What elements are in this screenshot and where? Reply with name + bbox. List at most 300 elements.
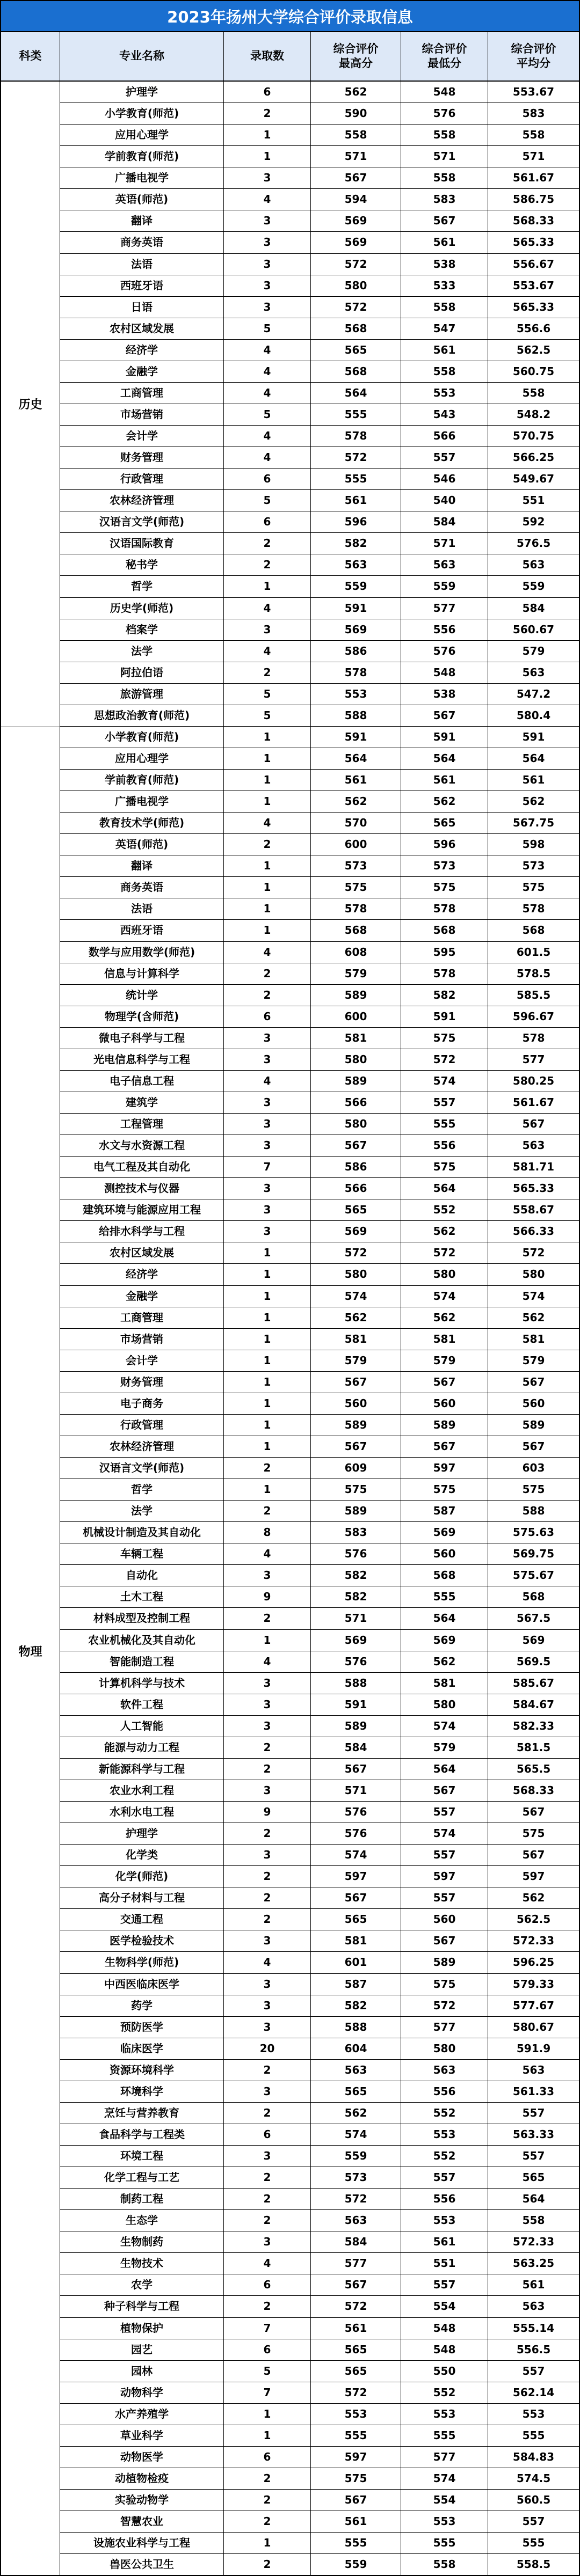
min-score-cell: 556 [401,1135,488,1156]
table-row [60,641,579,662]
avg-score-cell: 557 [522,2106,545,2119]
max-score-cell: 584 [311,2231,401,2252]
major-name-cell: 思想政治教育(师范) [60,705,224,726]
admitted-count-cell: 1 [224,2533,311,2553]
table-row [60,1393,579,1415]
table-row [60,1866,579,1887]
min-score-cell: 569 [401,1522,488,1543]
avg-score-cell: 566.33 [512,1225,555,1238]
avg-score-cell: 567 [522,1848,545,1862]
max-score-cell: 574 [311,1286,401,1307]
major-name-cell: 园林 [60,2361,224,2382]
major-name-cell: 实验动物学 [60,2490,224,2511]
table-row [60,1930,579,1952]
major-name-cell: 翻译 [60,210,224,231]
min-score-cell: 597 [401,1866,488,1887]
avg-score-cell: 584.67 [512,1697,555,1711]
max-score-cell: 576 [311,1823,401,1844]
table-row [60,2511,579,2533]
avg-score-cell: 584.83 [512,2450,555,2463]
max-score-cell: 576 [311,1543,401,1564]
max-score-cell: 567 [311,1372,401,1393]
min-score-cell: 555 [401,2425,488,2446]
table-row [60,855,579,877]
avg-score-cell: 558.5 [516,2558,551,2571]
table-row [60,103,579,125]
admitted-count-cell: 3 [224,1694,311,1715]
admitted-count-cell: 2 [224,834,311,855]
table-row [60,275,579,297]
max-score-cell: 577 [311,2253,401,2274]
min-score-cell: 577 [401,598,488,619]
major-name-cell: 统计学 [60,985,224,1006]
avg-score-cell: 553 [522,2407,545,2420]
max-score-cell: 588 [311,705,401,726]
min-score-cell: 556 [401,2189,488,2209]
admitted-count-cell: 6 [224,469,311,489]
major-name-cell: 汉语言文学(师范) [60,1458,224,1479]
admitted-count-cell: 6 [224,2339,311,2360]
admitted-count-cell: 4 [224,641,311,662]
major-name-cell: 给排水科学与工程 [60,1221,224,1242]
max-score-cell: 581 [311,1329,401,1350]
max-score-cell: 561 [311,2511,401,2532]
min-score-cell: 557 [401,447,488,468]
table-row [60,770,579,791]
header-admitted-count: 录取数 [224,32,311,80]
max-score-cell: 589 [311,985,401,1006]
avg-score-cell: 559 [522,580,545,593]
avg-score-cell: 585.5 [516,988,551,1001]
max-score-cell: 581 [311,1930,401,1951]
admitted-count-cell: 4 [224,361,311,382]
table-row [60,1372,579,1393]
major-name-cell: 农村区域发展 [60,318,224,339]
major-name-cell: 学前教育(师范) [60,146,224,167]
admitted-count-cell: 5 [224,2361,311,2382]
max-score-cell: 572 [311,1242,401,1263]
max-score-cell: 567 [311,2490,401,2511]
admitted-count-cell: 5 [224,490,311,511]
max-score-cell: 590 [311,103,401,124]
table-row [60,511,579,533]
admitted-count-cell: 3 [224,1565,311,1586]
major-name-cell: 商务英语 [60,232,224,253]
table-row [60,1157,579,1178]
avg-score-cell: 561 [522,2278,545,2292]
max-score-cell: 589 [311,1501,401,1521]
major-name-cell: 学前教育(师范) [60,770,224,791]
min-score-cell: 548 [401,82,488,103]
min-score-cell: 587 [401,1501,488,1521]
min-score-cell: 561 [401,770,488,791]
avg-score-cell: 558.67 [512,1203,555,1217]
max-score-cell: 564 [311,383,401,404]
subject-column [1,82,60,2575]
major-name-cell: 制药工程 [60,2189,224,2209]
major-name-cell: 环境工程 [60,2146,224,2167]
max-score-cell: 562 [311,82,401,103]
max-score-cell: 563 [311,2060,401,2081]
max-score-cell: 596 [311,511,401,532]
min-score-cell: 551 [401,2253,488,2274]
admitted-count-cell: 1 [224,727,311,748]
table-row [60,1286,579,1307]
table-row [60,426,579,447]
max-score-cell: 579 [311,1350,401,1371]
admitted-count-cell: 4 [224,189,311,210]
avg-score-cell: 556.6 [516,321,551,335]
admitted-count-cell: 3 [224,1974,311,1995]
max-score-cell: 581 [311,1028,401,1049]
min-score-cell: 553 [401,2210,488,2231]
max-score-cell: 597 [311,2447,401,2468]
max-score-cell: 579 [311,963,401,984]
major-name-cell: 档案学 [60,619,224,640]
min-score-cell: 576 [401,103,488,124]
major-name-cell: 软件工程 [60,1694,224,1715]
table-row [60,1673,579,1694]
table-row [60,2103,579,2124]
major-name-cell: 市场营销 [60,1329,224,1350]
avg-score-cell: 582.33 [512,1719,555,1732]
major-name-cell: 广播电视学 [60,167,224,188]
max-score-cell: 560 [311,1393,401,1414]
admitted-count-cell: 1 [224,898,311,919]
table-row [60,2210,579,2231]
avg-score-cell: 562 [522,795,545,808]
major-name-cell: 旅游管理 [60,684,224,705]
min-score-cell: 574 [401,1071,488,1092]
avg-score-cell: 556.5 [516,2343,551,2356]
table-row [60,340,579,361]
avg-score-cell: 558 [522,2214,545,2227]
major-name-cell: 财务管理 [60,1372,224,1393]
max-score-cell: 572 [311,2382,401,2403]
max-score-cell: 600 [311,1006,401,1027]
admitted-count-cell: 3 [224,1114,311,1135]
avg-score-cell: 591.9 [516,2041,551,2055]
min-score-cell: 591 [401,1006,488,1027]
avg-score-cell: 581.71 [512,1160,555,1174]
major-name-cell: 化学工程与工艺 [60,2167,224,2188]
avg-score-cell: 580 [522,1268,545,1281]
admitted-count-cell: 4 [224,1543,311,1564]
max-score-cell: 565 [311,1199,401,1220]
admitted-count-cell: 2 [224,1909,311,1930]
table-row [60,1759,579,1780]
table-row [60,1049,579,1071]
admitted-count-cell: 1 [224,1436,311,1457]
avg-score-cell: 578.5 [516,967,551,980]
max-score-cell: 559 [311,2554,401,2575]
avg-score-cell: 569.5 [516,1655,551,1668]
max-score-cell: 564 [311,748,401,769]
table-row [60,1716,579,1737]
admitted-count-cell: 5 [224,404,311,425]
avg-score-cell: 563 [522,1139,545,1152]
admitted-count-cell: 4 [224,942,311,963]
max-score-cell: 589 [311,1415,401,1436]
major-name-cell: 交通工程 [60,1909,224,1930]
max-score-cell: 562 [311,791,401,812]
admitted-count-cell: 2 [224,2167,311,2188]
min-score-cell: 543 [401,404,488,425]
header-subject: 科类 [1,32,60,80]
max-score-cell: 582 [311,1586,401,1607]
table-row [60,1887,579,1909]
major-name-cell: 商务英语 [60,877,224,898]
table-row [60,146,579,167]
admitted-count-cell: 3 [224,2231,311,2252]
avg-score-cell: 562.5 [516,1913,551,1926]
major-name-cell: 生物技术 [60,2253,224,2274]
min-score-cell: 556 [401,619,488,640]
major-name-cell: 智能制造工程 [60,1651,224,1672]
table-row [60,2253,579,2274]
max-score-cell: 568 [311,920,401,941]
avg-score-cell: 568 [522,924,545,937]
admitted-count-cell: 2 [224,985,311,1006]
min-score-cell: 591 [401,727,488,748]
min-score-cell: 562 [401,1307,488,1328]
avg-score-cell: 574 [522,1289,545,1302]
min-score-cell: 560 [401,1543,488,1564]
min-score-cell: 575 [401,1157,488,1177]
admitted-count-cell: 2 [224,2189,311,2209]
avg-score-cell: 565.33 [512,1182,555,1195]
min-score-cell: 562 [401,791,488,812]
min-score-cell: 580 [401,2038,488,2059]
avg-score-cell: 558 [522,386,545,399]
avg-score-cell: 563.33 [512,2127,555,2141]
table-row [60,1845,579,1866]
table-row [60,2318,579,2339]
avg-score-cell: 584 [522,601,545,614]
admitted-count-cell: 4 [224,2253,311,2274]
avg-score-cell: 568 [522,1590,545,1604]
admitted-count-cell: 1 [224,855,311,876]
max-score-cell: 553 [311,2404,401,2425]
avg-score-cell: 564 [522,751,545,765]
admitted-count-cell: 3 [224,2081,311,2102]
avg-score-cell: 564 [522,2192,545,2206]
min-score-cell: 589 [401,1952,488,1973]
max-score-cell: 553 [311,684,401,705]
admitted-count-cell: 2 [224,2511,311,2532]
avg-score-cell: 575 [522,1483,545,1496]
avg-score-cell: 568.33 [512,1783,555,1797]
major-name-cell: 测控技术与仪器 [60,1178,224,1199]
admitted-count-cell: 2 [224,1737,311,1758]
avg-score-cell: 583 [522,107,545,120]
admitted-count-cell: 3 [224,1995,311,2016]
table-row [60,2060,579,2081]
avg-score-cell: 596.67 [512,1009,555,1023]
major-name-cell: 农业水利工程 [60,1780,224,1801]
max-score-cell: 567 [311,167,401,188]
admitted-count-cell: 1 [224,146,311,167]
min-score-cell: 552 [401,2382,488,2403]
admitted-count-cell: 2 [224,1866,311,1887]
table-row [60,125,579,146]
max-score-cell: 571 [311,1608,401,1629]
max-score-cell: 567 [311,1436,401,1457]
max-score-cell: 558 [311,125,401,145]
table-row [60,361,579,383]
admitted-count-cell: 4 [224,1071,311,1092]
major-name-cell: 微电子科学与工程 [60,1028,224,1049]
major-name-cell: 翻译 [60,855,224,876]
major-name-cell: 工程管理 [60,1114,224,1135]
avg-score-cell: 565.33 [512,300,555,313]
admitted-count-cell: 3 [224,1673,311,1694]
min-score-cell: 558 [401,2554,488,2575]
max-score-cell: 580 [311,1114,401,1135]
avg-score-cell: 585.67 [512,1676,555,1689]
admitted-count-cell: 3 [224,2146,311,2167]
major-name-cell: 中西医临床医学 [60,1974,224,1995]
min-score-cell: 596 [401,834,488,855]
avg-score-cell: 557 [522,2515,545,2528]
major-name-cell: 计算机科学与技术 [60,1673,224,1694]
max-score-cell: 571 [311,146,401,167]
table-row [60,210,579,232]
table-row [60,1092,579,1114]
avg-score-cell: 553.67 [512,85,555,99]
admitted-count-cell: 6 [224,2124,311,2145]
max-score-cell: 566 [311,1092,401,1113]
table-row [60,898,579,920]
min-score-cell: 538 [401,684,488,705]
avg-score-cell: 553.67 [512,279,555,292]
admitted-count-cell: 4 [224,447,311,468]
table-row [60,1737,579,1759]
min-score-cell: 589 [401,1415,488,1436]
table-row [60,1501,579,1522]
table-row [60,297,579,318]
min-score-cell: 572 [401,1995,488,2016]
min-score-cell: 556 [401,2081,488,2102]
admitted-count-cell: 2 [224,2468,311,2489]
major-name-cell: 护理学 [60,82,224,103]
min-score-cell: 555 [401,1114,488,1135]
max-score-cell: 586 [311,641,401,662]
table-row [60,189,579,210]
max-score-cell: 559 [311,2146,401,2167]
admitted-count-cell: 1 [224,1393,311,1414]
avg-score-cell: 563.25 [512,2257,555,2270]
admitted-count-cell: 6 [224,82,311,103]
max-score-cell: 565 [311,340,401,361]
max-score-cell: 587 [311,1974,401,1995]
major-name-cell: 车辆工程 [60,1543,224,1564]
avg-score-cell: 579 [522,644,545,657]
max-score-cell: 584 [311,1737,401,1758]
major-name-cell: 广播电视学 [60,791,224,812]
major-name-cell: 市场营销 [60,404,224,425]
admitted-count-cell: 1 [224,1264,311,1285]
min-score-cell: 554 [401,2296,488,2317]
subject-label: 物理 [1,727,60,2575]
major-name-cell: 英语(师范) [60,189,224,210]
avg-score-cell: 601.5 [516,945,551,958]
min-score-cell: 564 [401,1759,488,1780]
major-name-cell: 动植物检疫 [60,2468,224,2489]
avg-score-cell: 579.33 [512,1977,555,1990]
avg-score-cell: 580.4 [516,708,551,722]
admitted-count-cell: 5 [224,318,311,339]
table-row [60,963,579,985]
admitted-count-cell: 2 [224,963,311,984]
max-score-cell: 575 [311,877,401,898]
admitted-count-cell: 3 [224,275,311,296]
min-score-cell: 552 [401,2103,488,2124]
header-row [1,32,579,82]
min-score-cell: 540 [401,490,488,511]
admitted-count-cell: 3 [224,1845,311,1865]
table-row [60,167,579,189]
major-name-cell: 生态学 [60,2210,224,2231]
max-score-cell: 569 [311,1630,401,1651]
table-row [60,82,579,103]
admitted-count-cell: 2 [224,1823,311,1844]
major-name-cell: 数学与应用数学(师范) [60,942,224,963]
admitted-count-cell: 1 [224,1479,311,1500]
min-score-cell: 574 [401,1286,488,1307]
admitted-count-cell: 1 [224,125,311,145]
major-name-cell: 环境科学 [60,2081,224,2102]
avg-score-cell: 575.67 [512,1569,555,1582]
major-name-cell: 动物科学 [60,2382,224,2403]
min-score-cell: 566 [401,426,488,447]
admitted-count-cell: 9 [224,1586,311,1607]
min-score-cell: 574 [401,2468,488,2489]
avg-score-cell: 569 [522,1633,545,1646]
min-score-cell: 559 [401,576,488,597]
avg-score-cell: 561.67 [512,171,555,185]
table-row [60,2038,579,2060]
table-row [60,1608,579,1629]
major-name-cell: 信息与计算科学 [60,963,224,984]
table-row [60,598,579,619]
max-score-cell: 566 [311,1178,401,1199]
avg-score-cell: 580.67 [512,2020,555,2033]
table-row [60,1522,579,1543]
avg-score-cell: 575 [522,1827,545,1840]
major-name-cell: 化学(师范) [60,1866,224,1887]
table-row [60,1780,579,1802]
major-name-cell: 高分子材料与工程 [60,1887,224,1908]
table-row [60,2468,579,2490]
table-row [60,2425,579,2447]
admitted-count-cell: 2 [224,1608,311,1629]
admitted-count-cell: 2 [224,554,311,575]
admitted-count-cell: 6 [224,2274,311,2295]
avg-score-cell: 596.25 [512,1956,555,1969]
major-name-cell: 应用心理学 [60,748,224,769]
table-row [60,1651,579,1673]
min-score-cell: 580 [401,1264,488,1285]
major-name-cell: 临床医学 [60,2038,224,2059]
table-row [60,1952,579,1973]
admitted-count-cell: 20 [224,2038,311,2059]
avg-score-cell: 586.75 [512,193,555,206]
major-name-cell: 教育技术学(师范) [60,813,224,833]
avg-score-cell: 575 [522,881,545,894]
max-score-cell: 567 [311,1759,401,1780]
admitted-count-cell: 1 [224,1307,311,1328]
